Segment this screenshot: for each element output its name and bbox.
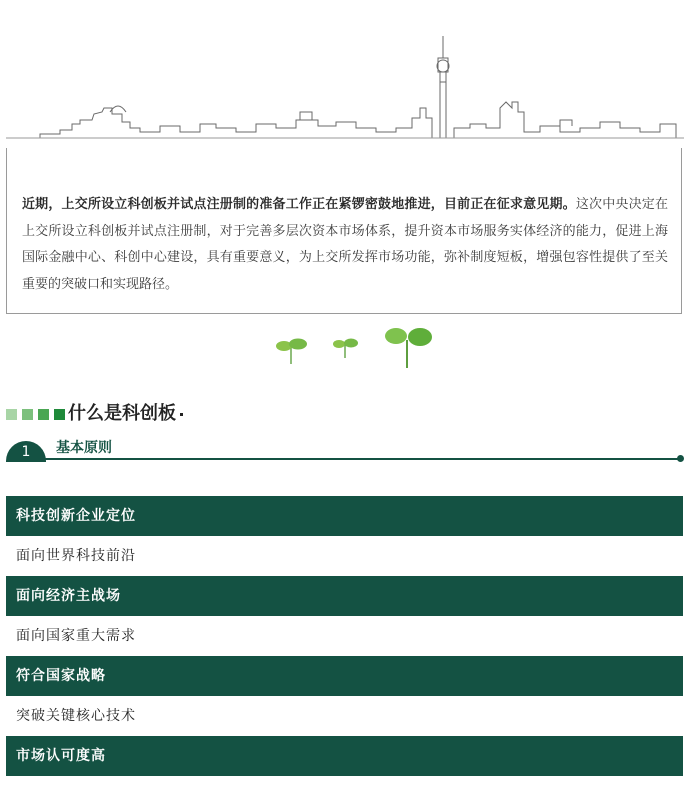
- sprout-large-icon: [385, 328, 432, 368]
- subsection-title: 基本原则: [56, 440, 112, 456]
- principles-list: [6, 496, 683, 776]
- intro-body: 这次中央决定在上交所设立科创板并试点注册制，对于完善多层次资本市场体系，提升资本市场服务实体经济的能力，促进上海国际金融中心、科创中心建设，具有重要意义，为上交所发挥市场功能，弥补制度短板，增强包容性提供了至关重要的突破口和实现路径。: [22, 197, 668, 292]
- square-icon: [6, 409, 17, 420]
- sprout-small-icon: [276, 339, 307, 365]
- section-title: 什么是科创板: [68, 403, 176, 424]
- principle-detail: 突破关键核心技术: [6, 696, 683, 736]
- principle-detail: 面向世界科技前沿: [6, 536, 683, 576]
- square-icon: [38, 409, 49, 420]
- principle-heading: 市场认可度高: [6, 736, 683, 776]
- intro-paragraph: [22, 192, 668, 298]
- principle-detail: 面向国家重大需求: [6, 616, 683, 656]
- city-skyline-illustration: [0, 28, 691, 156]
- square-icon: [54, 409, 65, 420]
- divider-line: [44, 458, 681, 460]
- principle-heading: 符合国家战略: [6, 656, 683, 696]
- principle-heading: 科技创新企业定位: [6, 496, 683, 536]
- subsection-header: [6, 438, 685, 464]
- sprouts-illustration: [270, 322, 460, 372]
- sprout-tiny-icon: [333, 339, 358, 359]
- section-header: [6, 401, 306, 427]
- divider-end-dot: [677, 455, 684, 462]
- square-icon: [22, 409, 33, 420]
- principle-heading: 面向经济主战场: [6, 576, 683, 616]
- title-dot: [180, 413, 183, 416]
- intro-lead: 近期，上交所设立科创板并试点注册制的准备工作正在紧锣密鼓地推进，目前正在征求意见期。: [22, 197, 576, 212]
- subsection-number-badge: 1: [6, 441, 46, 462]
